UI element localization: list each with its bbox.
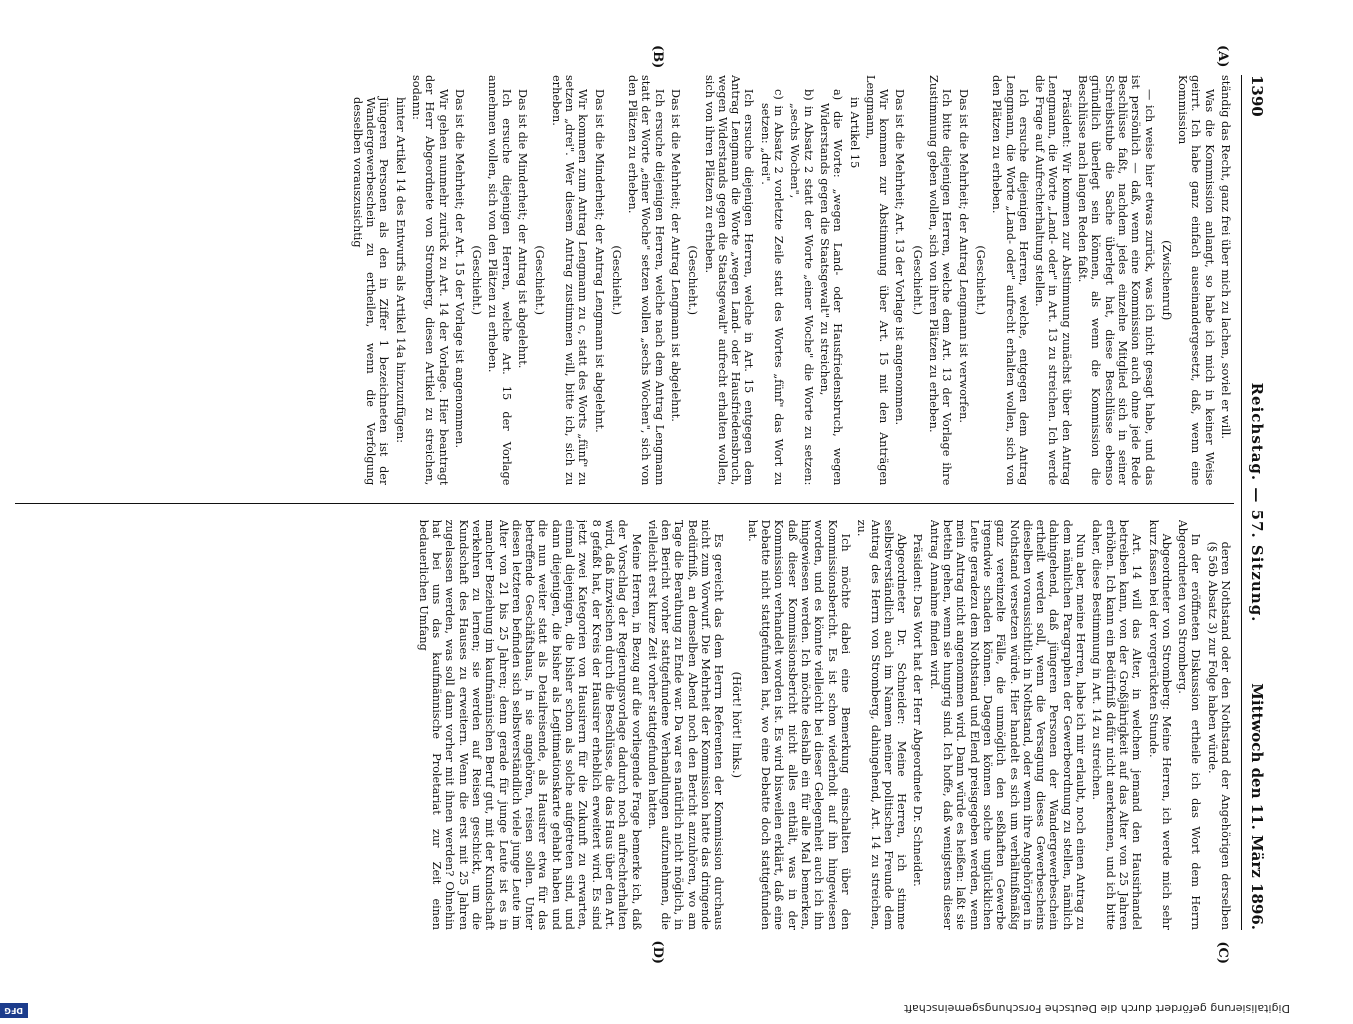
- paragraph: Präsident: Wir kommen zur Abstimmung zunächst über den Antrag Lengmann, die Worte „Land- oder" in Art. 13 zu streichen. Ich werde die Frage auf Aufrechterhaltung stellen.: [1033, 75, 1073, 486]
- paragraph: — ich weise hier etwas zurück, was ich nicht gesagt habe, und das ist persönlich — daß, wenn eine Kommission auch ohne jede Rede Beschlüsse faßt, nachdem jedes einzelne Mitglied sich in seiner Schreibstube die Sache überlegt hat, diese Beschlüsse ebenso gründlich überlegt sein können, als wenn die Kommission die Beschlüsse nach langen Reden faßt.: [1076, 75, 1156, 486]
- paragraph: Ich ersuche diejenigen Herren, welche, entgegen dem Antrag Lengmann, die Worte „Land- oder" aufrecht erhalten wollen, sich von den Plätzen zu erheben.: [990, 75, 1030, 486]
- margin-mark-b: (B): [650, 45, 665, 69]
- list-item: b) in Absatz 2 statt der Worte „einer Woche" die Worte zu setzen: „sechs Wochen",: [788, 89, 815, 486]
- margin-mark-c: (C): [1215, 941, 1230, 964]
- quoted-text: Jüngeren Personen als den in Ziffer 1 bezeichneten ist der Wandergewerbeschein zu ertheilen, wenn die Verfolgung desselben vorauszusichtig: [350, 97, 391, 486]
- interjection: (Geschieht.): [910, 245, 924, 316]
- interjection: (Hört! hört! links.): [729, 671, 743, 779]
- paragraph: In der eröffneten Diskussion ertheile ich das Wort dem Herrn Abgeordneten von Stromberg.: [1176, 519, 1203, 930]
- paragraph: Ich ersuche diejenigen Herren, welche Art. 15 der Vorlage annehmen wollen, sich von den Plätzen zu erheben.: [486, 75, 513, 486]
- right-column: [15, 520, 1232, 930]
- margin-mark-d: (D): [650, 940, 665, 964]
- paragraph: Abgeordneter Dr. Schneider: Meine Herren, ich stimme selbstverständlich auch im Namen meiner politischen Freunde dem Antrag des Herrn von Stromberg, dahingehend, Art. 14 zu streichen, zu.: [855, 519, 909, 930]
- page-number: 1390: [1248, 75, 1266, 117]
- paragraph: Wir kommen zum Antrag Lengmann zu c, statt des Worts „fünf" zu setzen „drei". Wer diesem Antrag zustimmen will, bitte ich, sich zu erheben.: [549, 75, 590, 486]
- interjection: (Geschieht.): [533, 245, 547, 316]
- paragraph: Art. 14 will das Alter, in welchem jemand den Hausirhandel betreiben kann, von der Großjährigkeit auf das Alter von 25 Jahren erhöhen. Ich kann ein Bedürfniß dafür nicht anerkennen, und ich bitte daher, diese Bestimmung in Art. 14 zu streichen.: [1090, 519, 1144, 930]
- list-item: a) die Worte: „wegen Land- oder Hausfriedensbruch, wegen Widerstands gegen die Staatsgewalt" zu streichen,: [817, 89, 845, 486]
- paragraph: Abgeordneter von Stromberg: Meine Herren, ich werde mich sehr kurz fassen bei der vorgerückten Stunde.: [1146, 519, 1173, 930]
- paragraph: Das ist die Mehrheit; Art. 13 der Vorlage ist angenommen.: [893, 89, 907, 426]
- interjection: (Geschieht.): [470, 245, 484, 316]
- paragraph: Das ist die Mehrheit; der Antrag Lengmann ist abgelehnt.: [669, 89, 683, 422]
- header-date: Mittwoch den 11. März 1896.: [1248, 683, 1266, 930]
- paragraph: Ich ersuche diejenigen Herren, welche in Art. 15 entgegen dem Antrag Lengmann die Worte „wegen Land- oder Hausfriedensbruch, wegen Widerstands gegen die Staatsgewalt" aufrecht erhalten wollen, sich von ihren Plätzen zu erheben.: [702, 75, 756, 486]
- paragraph: Ich ersuche diejenigen Herren, welche nach dem Antrag Lengmann statt der Worte „einer Woche" setzen wollen „sechs Wochen", sich von den Plätzen zu erheben.: [626, 75, 666, 486]
- paragraph: Wir kommen zur Abstimmung über Art. 15 mit den Anträgen Lengmann,: [863, 75, 891, 486]
- quoted-text: deren Nothstand oder den Nothstand der Angehörigen derselben (§ 56b Absatz 3) zur Folge haben würde.: [1205, 541, 1232, 930]
- paragraph: Das ist die Minderheit; der Antrag ist abgelehnt.: [516, 89, 530, 369]
- digitization-credit: [0, 1000, 1290, 1024]
- interjection: (Geschieht.): [686, 245, 700, 316]
- header-title: Reichstag. — 57. Sitzung.: [1248, 382, 1266, 623]
- paragraph: Das ist die Minderheit; der Antrag Lengmann ist abgelehnt.: [592, 89, 606, 433]
- credit-text: Digitalisierung gefördert durch die Deutsche Forschungsgemeinschaft: [904, 1002, 1290, 1015]
- paragraph: Meine Herren, in Bezug auf die vorliegende Frage bemerke ich, daß der Vorschlag der Regierungsvorlage dadurch noch aufrechterhalten wird, daß inzwischen durch die Beschlüsse, die das Haus über den Art. 8 gefaßt hat, der Kreis der Hausirer erheblich erweitert wird. Es sind jetzt zwei Kategorien von Hausirern für die Zukunft zu erwarten, einmal diejenigen, die bisher schon als solche aufgetreten sind, und dann diejenigen, die bisher als Legitimationskarte gehabt haben und die nun weiter statt als Detailreisende, als Hausirer etwa für das betreffende Geschäftshaus, in sie angehören, reisen sollen. Unter diesen letzteren befinden sich selbstverständlich viele junge Leute im Alter von 21 bis 25 Jahren; denn gerade für junge Leute ist es in mancher Beziehung im kaufmännischen Beruf gut, mit der Kundschaft verkehren zu lernen; sie werden auf Reisen geschickt, um die Kundschaft des Hauses zu erweitern. Wenn die erst mit 25 Jahren zugelassen werden, was soll dann vorher mit ihnen werden? Ohnehin hat bei uns das kaufmännische Proletariat zur Zeit einen bedauerlichen Umfang: [416, 519, 643, 930]
- interjection: (Zwischenruf): [1159, 240, 1173, 321]
- paragraph: Wir gehen nunmehr zurück zu Art. 14 der Vorlage. Hier beantragt der Herr Abgeordnete von Stromberg, diesen Artikel zu streichen, sodann:: [409, 75, 450, 486]
- list-item: c) in Absatz 2 vorletzte Zeile statt des Wortes „fünf" das Wort zu setzen: „drei".: [758, 89, 786, 486]
- page-header: [1241, 75, 1270, 930]
- paragraph: Das ist die Mehrheit; der Art. 15 der Vorlage ist angenommen.: [452, 89, 466, 449]
- page-body: [15, 45, 1270, 964]
- interjection: (Geschieht.): [609, 245, 623, 316]
- list-intro: hinter Artikel 14 des Entwurfs als Artikel 14a hinzuzufügen:: [393, 97, 407, 444]
- column-rule: [15, 503, 1234, 505]
- left-column: [15, 75, 1232, 485]
- paragraph: Das ist die Mehrheit; der Antrag Lengmann ist verworfen.: [956, 89, 970, 424]
- paragraph: Es gereicht das dem Herrn Referenten der Kommission durchaus nicht zum Vorwurf. Die Mehrheit der Kommission hatte das dringende Bedürfniß, an demselben Abend noch den Bericht anzuhören, wo am Tage die Berathung zu Ende war. Da war es natürlich nicht möglich, in den Bericht vorher stattgefundene Verhandlungen aufzunehmen, die vielleicht erst kurze Zeit vorher stattgefunden hatten.: [645, 519, 726, 930]
- paragraph: ständig das Recht, ganz frei über mich zu lachen, soviel er will.: [1219, 75, 1232, 440]
- paragraph: Präsident: Das Wort hat der Herr Abgeordnete Dr. Schneider.: [911, 533, 925, 887]
- paragraph: Ich bitte diejenigen Herren, welche dem Art. 13 der Vorlage ihre Zustimmung geben wollen, sich von ihren Plätzen zu erheben.: [927, 75, 954, 486]
- margin-mark-a: (A): [1215, 45, 1230, 68]
- paragraph: Was die Kommission anlangt, so habe ich mich in keiner Weise geirrt. Ich habe ganz einfach auseinandergesetzt, daß, wenn eine Kommission: [1176, 75, 1216, 486]
- paragraph: Nun aber, meine Herren, habe ich mir erlaubt, noch einen Antrag zu dem nämlichen Paragraphen der Gewerbeordnung zu stellen, nämlich dahingehend, daß jüngeren Personen der Wandergewerbeschein ertheilt werden soll, wenn die Versagung dieses Gewerbescheins dieselben voraussichtlich in Nothstand, oder wenn ihre Angehörigen in Nothstand versetzen würde. Hier handelt es sich um verhältnißmäßig ganz vereinzelte Fälle, die unmöglich den seßhaften Gewerbe irgendwie schaden können. Dagegen können solche unglücklichen Leute geradezu dem Nothstand und Elend preisgegeben werden, wenn mein Antrag nicht angenommen wird. Dann würde es heißen: laßt sie betteln gehen, wenn sie hungrig sind. Ich hoffe, daß wenigstens dieser Antrag Annahme finden wird.: [927, 519, 1088, 930]
- paragraph: Ich möchte dabei eine Bemerkung einschalten über den Kommissionsbericht. Es ist schon wiederholt auf ihn hingewiesen worden, und es könnte vielleicht bei dieser Gelegenheit auch ich ihn hingewiesen werden. Ich möchte deshalb ein für alle Mal bemerken, daß dieser Kommissionsbericht nicht alles enthält, was in der Kommission verhandelt worden ist. Es wird bisweilen erklärt, daß eine Debatte nicht stattgefunden hat, wo eine Debatte doch stattgefunden hat.: [745, 519, 852, 930]
- interjection: (Geschieht.): [973, 245, 987, 316]
- list-intro: in Artikel 15: [847, 97, 861, 169]
- dfg-logo: DFG: [0, 1003, 28, 1018]
